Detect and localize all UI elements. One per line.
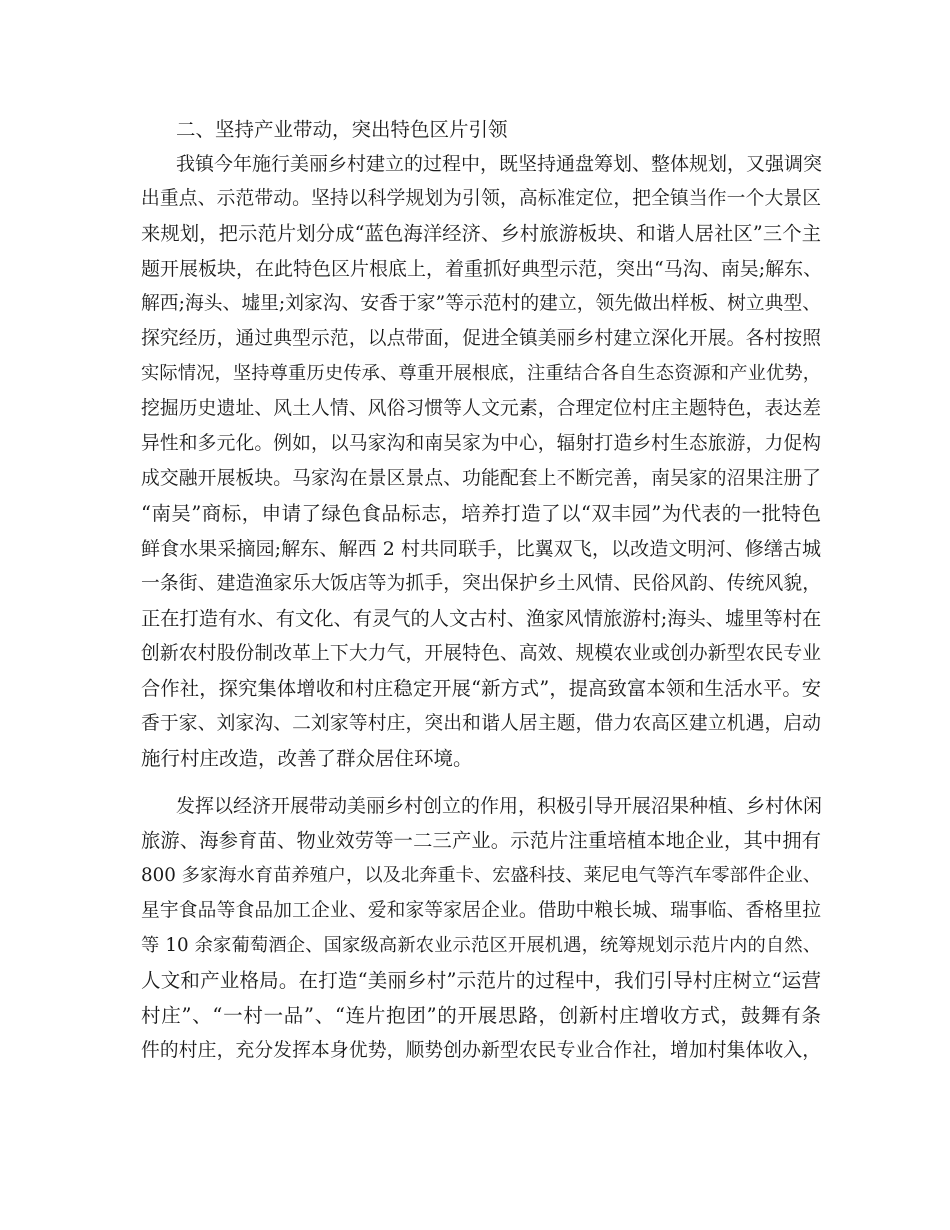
paragraph-line: 等 10 余家葡萄酒企、国家级高新农业示范区开展机遇，统筹规划示范片内的自然、 <box>141 935 821 956</box>
paragraph-line: 件的村庄，充分发挥本身优势，顺势创办新型农民专业合作社，增加村集体收入， <box>141 1040 821 1061</box>
paragraph-line: 一条街、建造渔家乐大饭店等为抓手，突出保护乡土风情、民俗风韵、传统风貌， <box>141 573 821 594</box>
paragraph-line: 合作社，探究集体增收和村庄稳定开展“新方式”，提高致富本领和生活水平。安 <box>141 677 821 700</box>
paragraph-line: 正在打造有水、有文化、有灵气的人文古村、渔家风情旅游村;海头、墟里等村在 <box>141 607 822 630</box>
paragraph-line: 发挥以经济开展带动美丽乡村创立的作用，积极引导开展沼果种植、乡村休闲 <box>176 795 823 817</box>
paragraph-line: 施行村庄改造，改善了群众居住环境。 <box>141 747 473 770</box>
paragraph-line: 村庄”、“一村一品”、“连片抱团”的开展思路，创新村庄增收方式，鼓舞有条 <box>141 1004 821 1027</box>
paragraph-line: 探究经历，通过典型示范，以点带面，促进全镇美丽乡村建立深化开展。各村按照 <box>141 328 821 349</box>
paragraph-line: 星宇食品等食品加工企业、爱和家等家居企业。借助中粮长城、瑞事临、香格里拉 <box>141 900 821 921</box>
paragraph-line: 异性和多元化。例如，以马家沟和南吴家为中心，辐射打造乡村生态旅游，力促构 <box>141 433 821 454</box>
paragraph-line: 旅游、海参育苗、物业效劳等一二三产业。示范片注重培植本地企业，其中拥有 <box>141 829 821 852</box>
paragraph-line: 题开展板块，在此特色区片根底上，着重抓好典型示范，突出“马沟、南吴;解东、 <box>141 258 823 280</box>
paragraph-line: 来规划，把示范片划分成“蓝色海洋经济、乡村旅游板块、和谐人居社区”三个主 <box>141 222 821 245</box>
paragraph-line: 800 多家海水育苗养殖户，以及北奔重卡、宏盛科技、莱尼电气等汽车零部件企业、 <box>141 865 821 886</box>
paragraph-line: 创新农村股份制改革上下大力气，开展特色、高效、规模农业或创办新型农民专业 <box>141 643 821 664</box>
section-heading: 二、坚持产业带动，突出特色区片引领 <box>176 118 508 141</box>
paragraph-line: 人文和产业格局。在打造“美丽乡村”示范片的过程中，我们引导村庄树立“运营 <box>141 969 821 992</box>
paragraph-line: 挖掘历史遗址、风土人情、风俗习惯等人文元素，合理定位村庄主题特色，表达差 <box>141 398 821 419</box>
paragraph-line: 实际情况，坚持尊重历史传承、尊重开展根底，注重结合各自生态资源和产业优势， <box>141 363 821 384</box>
paragraph-line: 解西;海头、墟里;刘家沟、安香于家”等示范村的建立，领先做出样板、树立典型、 <box>141 293 821 314</box>
paragraph-line: “南吴”商标，申请了绿色食品标志，培养打造了以“双丰园”为代表的一批特色 <box>141 502 821 525</box>
paragraph-line: 鲜食水果采摘园;解东、解西 2 村共同联手，比翼双飞，以改造文明河、修缮古城 <box>141 538 821 560</box>
paragraph-line: 香于家、刘家沟、二刘家等村庄，突出和谐人居主题，借力农高区建立机遇，启动 <box>141 713 821 734</box>
paragraph-line: 成交融开展板块。马家沟在景区景点、功能配套上不断完善，南吴家的沼果注册了 <box>141 468 821 489</box>
paragraph-line: 我镇今年施行美丽乡村建立的过程中，既坚持通盘筹划、整体规划，又强调突 <box>176 153 823 175</box>
paragraph-line: 出重点、示范带动。坚持以科学规划为引领，高标准定位，把全镇当作一个大景区 <box>141 188 821 209</box>
